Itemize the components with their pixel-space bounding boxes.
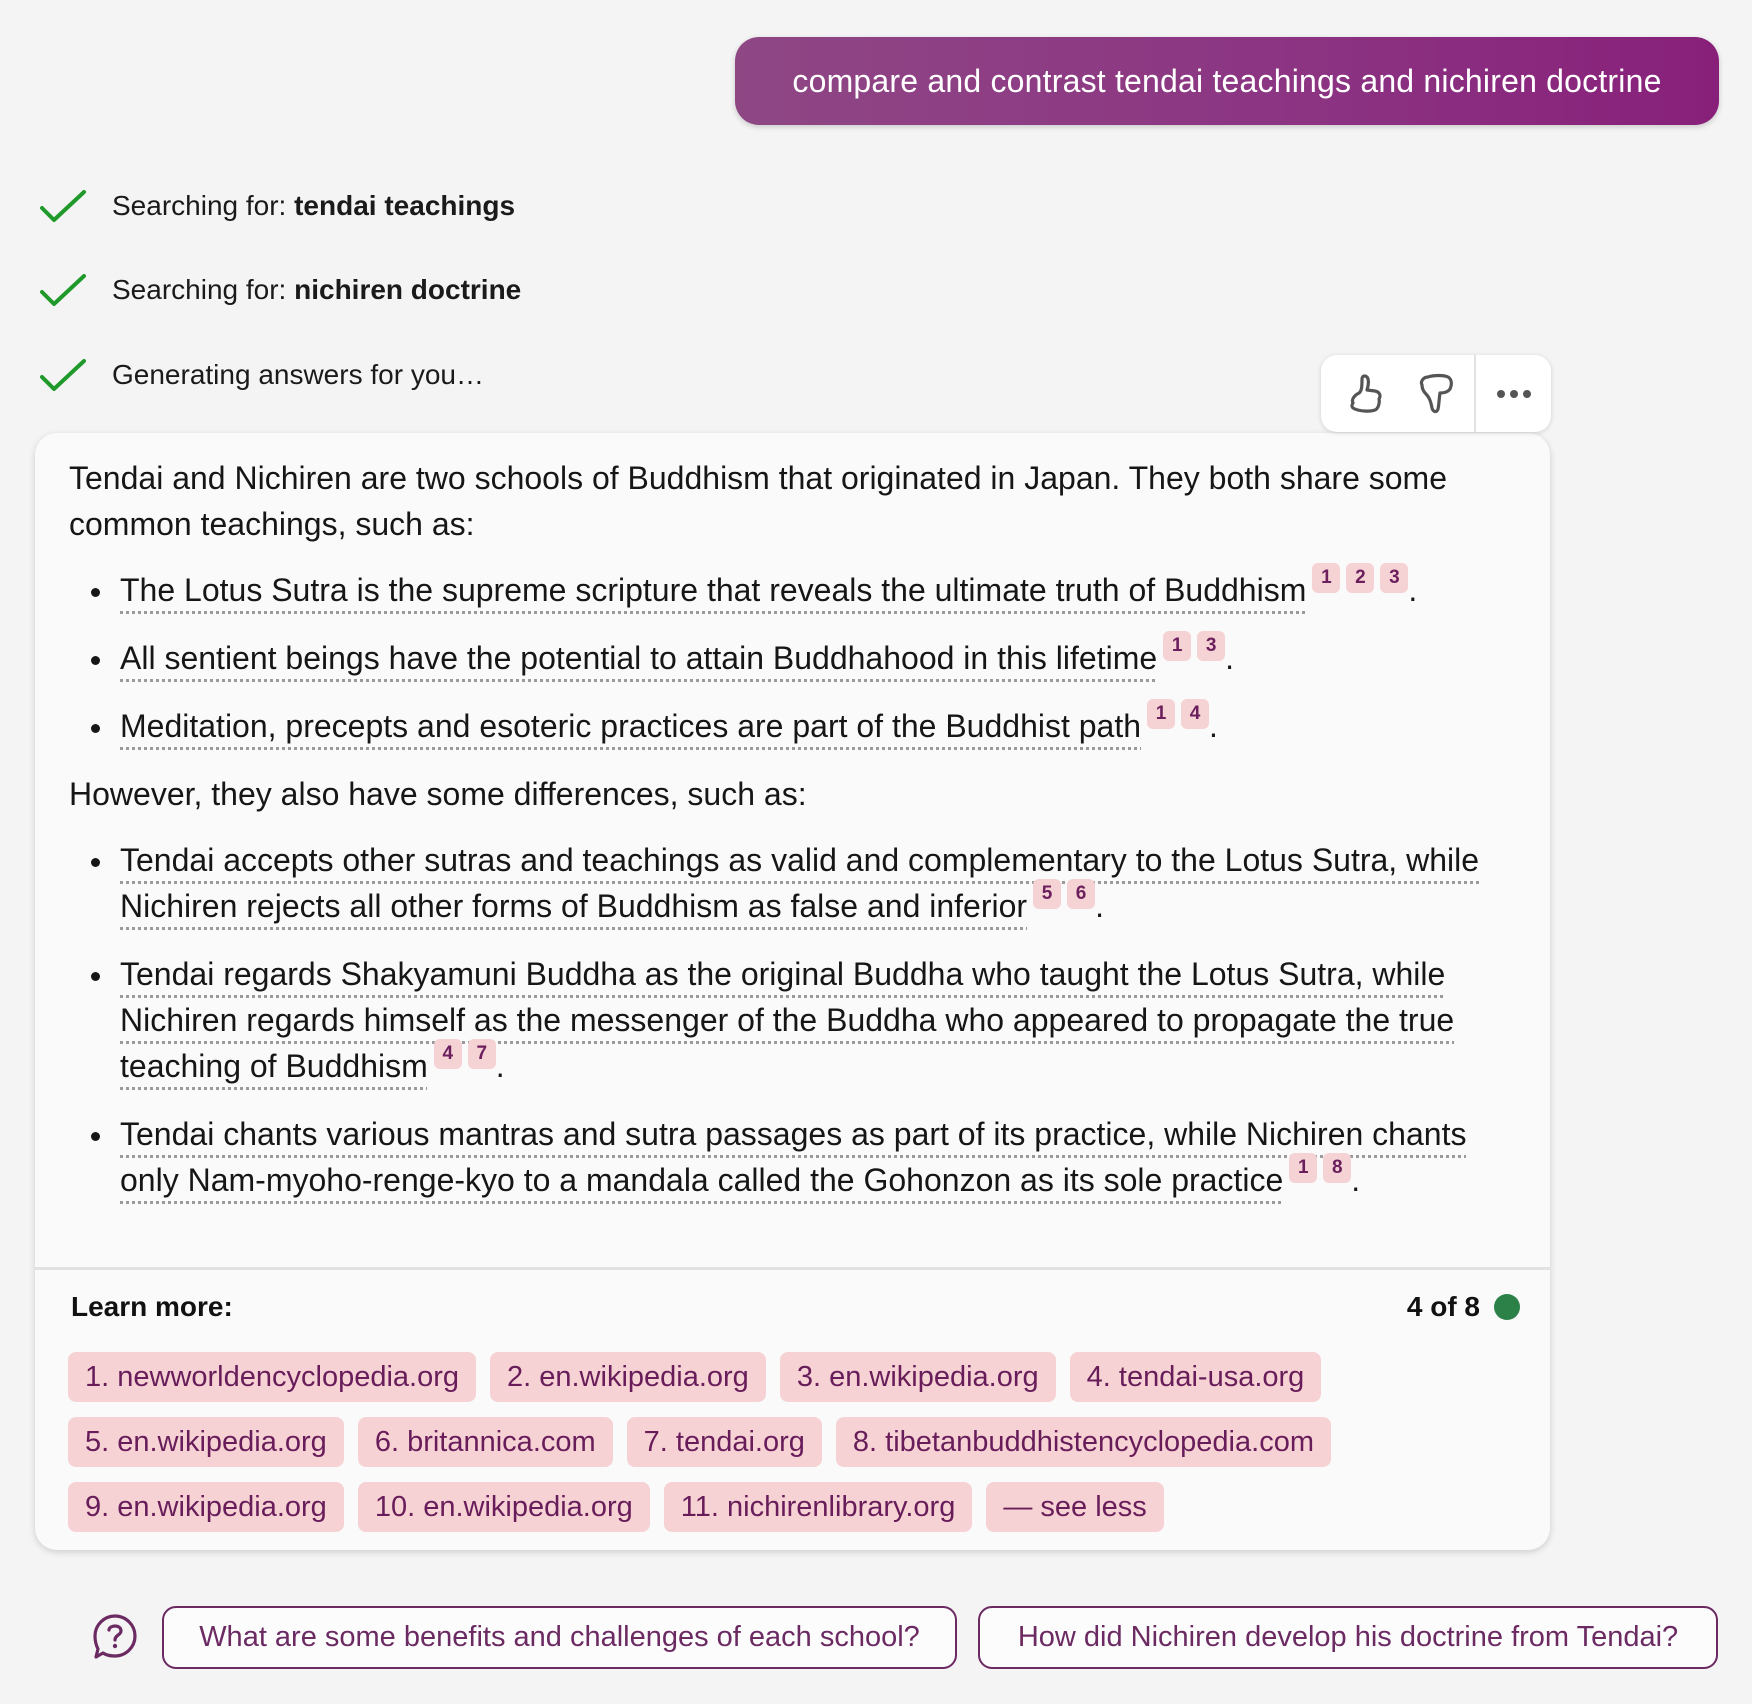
suggestion-button[interactable]: What are some benefits and challenges of each school? bbox=[162, 1606, 957, 1669]
source-link[interactable]: 5. en.wikipedia.org bbox=[68, 1417, 344, 1467]
suggestion-button[interactable]: How did Nichiren develop his doctrine from Tendai? bbox=[978, 1606, 1718, 1669]
status-prefix: Searching for: bbox=[112, 274, 295, 305]
list-item bbox=[69, 837, 1516, 929]
sentence-end: . bbox=[495, 1048, 505, 1084]
source-link[interactable]: 10. en.wikipedia.org bbox=[358, 1482, 650, 1532]
search-term: nichiren doctrine bbox=[294, 274, 522, 305]
source-link[interactable]: 1. newworldencyclopedia.org bbox=[68, 1352, 476, 1402]
claim-text: Tendai regards Shakyamuni Buddha as the original Buddha who taught the Lotus Sutra, while Nichiren regards himself as the messenger of the Buddha who appeared to propagate the true teaching of Buddhism bbox=[120, 956, 1455, 1084]
differences-list bbox=[69, 837, 1516, 1203]
answer-card bbox=[35, 433, 1550, 1550]
citation-badge[interactable]: 1 bbox=[1312, 563, 1340, 593]
list-item bbox=[69, 567, 1516, 613]
citation-badge[interactable]: 3 bbox=[1380, 563, 1408, 593]
see-less-button[interactable]: — see less bbox=[986, 1482, 1163, 1532]
source-row bbox=[68, 1417, 1518, 1467]
claim-text: Tendai chants various mantras and sutra passages as part of its practice, while Nichiren chants only Nam-myoho-renge-kyo to a mandala called the Gohonzon as its sole practice bbox=[120, 1116, 1467, 1198]
status-dot-icon bbox=[1494, 1294, 1520, 1320]
sentence-end: . bbox=[1209, 708, 1218, 744]
sentence-end: . bbox=[1225, 640, 1235, 676]
search-term: tendai teachings bbox=[294, 190, 516, 221]
citation-badge[interactable]: 1 bbox=[1163, 631, 1191, 661]
citation-badge[interactable]: 7 bbox=[468, 1039, 496, 1069]
claim-text: Tendai accepts other sutras and teachings as valid and complementary to the Lotus Sutra, while Nichiren rejects all other forms of Buddhism as false and inferior bbox=[120, 842, 1479, 924]
similarities-list bbox=[69, 567, 1516, 749]
thumbs-down-icon bbox=[1416, 373, 1456, 415]
status-text: Generating answers for you… bbox=[112, 359, 484, 390]
status-prefix: Searching for: bbox=[112, 190, 295, 221]
status-row-generating bbox=[38, 353, 484, 397]
citation-badge[interactable]: 3 bbox=[1197, 631, 1225, 661]
feedback-toolbar bbox=[1321, 355, 1551, 432]
status-row-search-2 bbox=[38, 268, 521, 312]
check-icon bbox=[38, 270, 90, 310]
card-divider bbox=[35, 1267, 1550, 1270]
source-row bbox=[68, 1352, 1518, 1402]
citation-badge[interactable]: 2 bbox=[1346, 563, 1374, 593]
claim-text: The Lotus Sutra is the supreme scripture that reveals the ultimate truth of Buddhism bbox=[120, 572, 1307, 608]
sentence-end: . bbox=[1408, 572, 1418, 608]
user-message-text: compare and contrast tendai teachings and nichiren doctrine bbox=[792, 62, 1662, 99]
citation-badge[interactable]: 1 bbox=[1147, 699, 1175, 729]
source-link[interactable]: 6. britannica.com bbox=[358, 1417, 613, 1467]
user-message-bubble bbox=[735, 37, 1719, 125]
sentence-end: . bbox=[1351, 1162, 1361, 1198]
like-button[interactable] bbox=[1321, 355, 1397, 432]
learn-more-label: Learn more: bbox=[71, 1291, 233, 1322]
more-horizontal-icon bbox=[1496, 389, 1532, 399]
list-item bbox=[69, 951, 1516, 1089]
claim-text: All sentient beings have the potential to attain Buddhahood in this lifetime bbox=[120, 640, 1158, 676]
check-icon bbox=[38, 355, 90, 395]
more-options-button[interactable] bbox=[1476, 355, 1551, 432]
source-link[interactable]: 9. en.wikipedia.org bbox=[68, 1482, 344, 1532]
answer-intro: Tendai and Nichiren are two schools of Buddhism that originated in Japan. They both share some common teachings, such as: bbox=[69, 460, 1447, 542]
source-link[interactable]: 3. en.wikipedia.org bbox=[780, 1352, 1056, 1402]
citation-badge[interactable]: 4 bbox=[1181, 699, 1209, 729]
source-link[interactable]: 8. tibetanbuddhistencyclopedia.com bbox=[836, 1417, 1331, 1467]
claim-text: Meditation, precepts and esoteric practices are part of the Buddhist path bbox=[120, 708, 1142, 744]
answer-transition: However, they also have some differences, such as: bbox=[69, 776, 807, 812]
sentence-end: . bbox=[1095, 888, 1104, 924]
source-link[interactable]: 11. nichirenlibrary.org bbox=[664, 1482, 973, 1532]
citation-badge[interactable]: 5 bbox=[1033, 879, 1061, 909]
question-bubble-icon bbox=[92, 1613, 138, 1661]
response-counter bbox=[1407, 1291, 1520, 1323]
response-counter-text: 4 of 8 bbox=[1406, 1291, 1480, 1322]
source-link[interactable]: 2. en.wikipedia.org bbox=[490, 1352, 766, 1402]
citation-badge[interactable]: 1 bbox=[1289, 1153, 1317, 1183]
source-row bbox=[68, 1482, 1518, 1532]
source-link[interactable]: 7. tendai.org bbox=[627, 1417, 822, 1467]
citation-badge[interactable]: 6 bbox=[1067, 879, 1095, 909]
thumbs-up-icon bbox=[1345, 373, 1385, 415]
source-links bbox=[68, 1352, 1518, 1547]
citation-badge[interactable]: 4 bbox=[434, 1039, 462, 1069]
source-link[interactable]: 4. tendai-usa.org bbox=[1070, 1352, 1322, 1402]
status-row-search-1 bbox=[38, 184, 515, 228]
citation-badge[interactable]: 8 bbox=[1323, 1153, 1351, 1183]
answer-body bbox=[35, 433, 1550, 1203]
dislike-button[interactable] bbox=[1397, 355, 1474, 432]
check-icon bbox=[38, 186, 90, 226]
list-item bbox=[69, 635, 1516, 681]
list-item bbox=[69, 1111, 1516, 1203]
list-item bbox=[69, 703, 1516, 749]
